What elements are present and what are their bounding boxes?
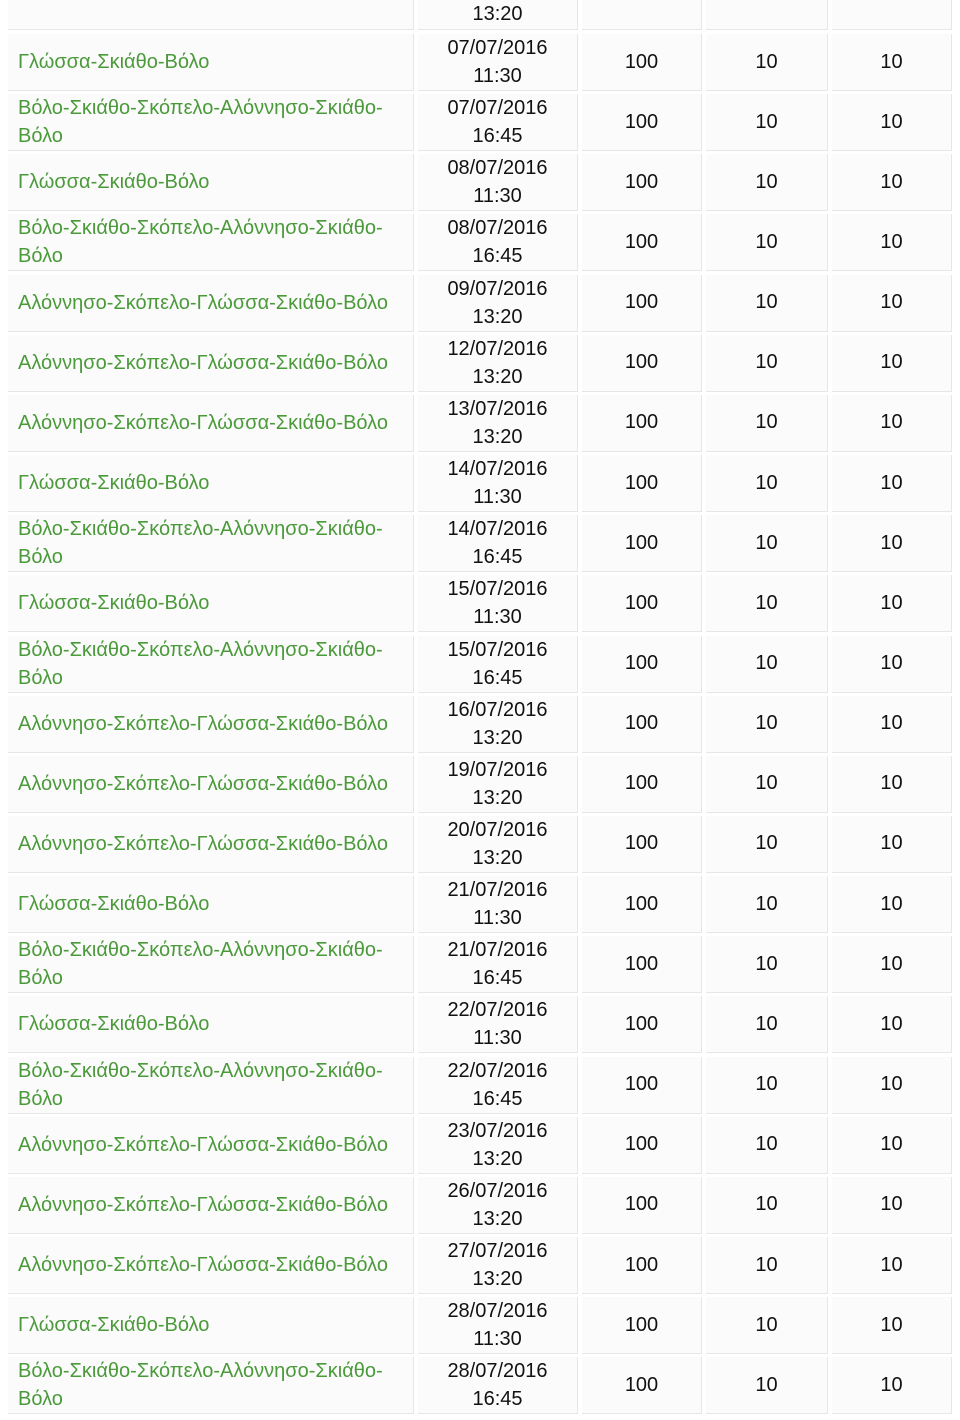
route-cell <box>8 515 414 572</box>
datetime-cell <box>418 575 578 632</box>
datetime-cell <box>418 816 578 873</box>
value-cell-3: 10 <box>832 395 952 452</box>
value-cell-3: 10 <box>832 154 952 211</box>
departure-date: 23/07/2016 <box>447 1119 548 1142</box>
value-cell-3: 10 <box>832 636 952 693</box>
value-cell-3: 10 <box>832 94 952 151</box>
departure-time: 13:20 <box>472 365 523 388</box>
departure-date: 13/07/2016 <box>447 397 548 420</box>
route-cell <box>8 1297 414 1354</box>
value-cell-3: 10 <box>832 996 952 1053</box>
value-cell-3: 10 <box>832 335 952 392</box>
value-cell-3: 10 <box>832 1237 952 1294</box>
datetime-cell <box>418 455 578 512</box>
datetime-cell <box>418 515 578 572</box>
route-cell <box>8 94 414 151</box>
route-cell <box>8 816 414 873</box>
top-partial-time: 13:20 <box>418 0 578 30</box>
departure-time: 16:45 <box>472 1087 523 1110</box>
datetime-cell <box>418 696 578 753</box>
route-cell <box>8 756 414 813</box>
value-cell-2: 10 <box>706 94 828 151</box>
departure-date: 27/07/2016 <box>447 1240 548 1262</box>
value-cell-1: 100 <box>582 1237 702 1294</box>
value-cell-2: 10 <box>706 696 828 753</box>
value-cell-1: 100 <box>582 395 702 452</box>
value-cell-1: 100 <box>582 756 702 813</box>
datetime-cell <box>418 1357 578 1414</box>
route-text: Βόλο-Σκιάθο-Σκόπελο-Αλόννησο-Σκιάθο-Βόλο <box>18 638 383 689</box>
departure-date: 26/07/2016 <box>447 1179 548 1202</box>
datetime-cell <box>418 1297 578 1354</box>
departure-date: 08/07/2016 <box>447 217 548 240</box>
departure-date: 09/07/2016 <box>447 277 548 300</box>
departure-time: 16:45 <box>472 125 523 148</box>
route-text: Βόλο-Σκιάθο-Σκόπελο-Αλόννησο-Σκιάθο-Βόλο <box>18 1360 383 1411</box>
route-cell <box>8 455 414 512</box>
datetime-cell <box>418 275 578 332</box>
route-text: Βόλο-Σκιάθο-Σκόπελο-Αλόννησο-Σκιάθο-Βόλο <box>18 97 383 148</box>
value-cell-3: 10 <box>832 876 952 933</box>
datetime-cell <box>418 34 578 91</box>
departure-time: 11:30 <box>473 1027 522 1050</box>
value-cell-2: 10 <box>706 1057 828 1114</box>
route-cell <box>8 575 414 632</box>
value-cell-2: 10 <box>706 816 828 873</box>
value-cell-2: 10 <box>706 455 828 512</box>
datetime-cell <box>418 1117 578 1174</box>
route-text: Αλόννησο-Σκόπελο-Γλώσσα-Σκιάθο-Βόλο <box>18 832 388 855</box>
route-text: Γλώσσα-Σκιάθο-Βόλο <box>18 592 210 615</box>
value-cell-1: 100 <box>582 1177 702 1234</box>
value-cell-2: 10 <box>706 996 828 1053</box>
route-cell <box>8 275 414 332</box>
route-cell <box>8 1237 414 1294</box>
departure-date: 16/07/2016 <box>447 698 548 721</box>
route-cell <box>8 335 414 392</box>
departure-date: 28/07/2016 <box>447 1300 548 1323</box>
value-cell-2: 10 <box>706 395 828 452</box>
value-cell-1: 100 <box>582 696 702 753</box>
datetime-cell <box>418 1057 578 1114</box>
route-text: Γλώσσα-Σκιάθο-Βόλο <box>18 51 210 73</box>
departure-date: 21/07/2016 <box>447 939 548 962</box>
route-text: Βόλο-Σκιάθο-Σκόπελο-Αλόννησο-Σκιάθο-Βόλο <box>18 217 383 268</box>
value-cell-1: 100 <box>582 1117 702 1174</box>
route-cell <box>8 996 414 1053</box>
departure-time: 13:20 <box>472 786 523 809</box>
departure-time: 11:30 <box>473 1328 522 1351</box>
value-cell-2: 10 <box>706 214 828 271</box>
datetime-cell <box>418 94 578 151</box>
departure-time: 11:30 <box>473 486 522 509</box>
value-cell-2: 10 <box>706 936 828 993</box>
route-cell <box>8 34 414 91</box>
departure-date: 08/07/2016 <box>447 157 548 180</box>
route-cell <box>8 1117 414 1174</box>
value-cell-1: 100 <box>582 816 702 873</box>
value-cell-3: 10 <box>832 575 952 632</box>
departure-date: 14/07/2016 <box>447 518 548 541</box>
value-cell-3: 10 <box>832 34 952 91</box>
datetime-cell <box>418 214 578 271</box>
value-cell-3: 10 <box>832 816 952 873</box>
route-text: Αλόννησο-Σκόπελο-Γλώσσα-Σκιάθο-Βόλο <box>18 351 388 374</box>
value-cell-1: 100 <box>582 275 702 332</box>
route-cell <box>8 214 414 271</box>
value-cell-1: 100 <box>582 1357 702 1414</box>
value-cell-3: 10 <box>832 936 952 993</box>
value-cell-3: 10 <box>832 455 952 512</box>
departure-time: 13:20 <box>472 846 523 869</box>
departure-time: 11:30 <box>473 65 522 87</box>
departure-date: 20/07/2016 <box>447 818 548 841</box>
route-text: Γλώσσα-Σκιάθο-Βόλο <box>18 893 210 916</box>
datetime-cell <box>418 154 578 211</box>
departure-date: 14/07/2016 <box>447 458 548 481</box>
route-text: Γλώσσα-Σκιάθο-Βόλο <box>18 1013 210 1036</box>
value-cell-1: 100 <box>582 515 702 572</box>
route-text: Αλόννησο-Σκόπελο-Γλώσσα-Σκιάθο-Βόλο <box>18 712 388 735</box>
route-cell <box>8 1057 414 1114</box>
route-cell <box>8 395 414 452</box>
value-cell-3: 10 <box>832 1057 952 1114</box>
value-cell-2: 10 <box>706 636 828 693</box>
departure-date: 22/07/2016 <box>447 1059 548 1082</box>
value-cell-3: 10 <box>832 756 952 813</box>
value-cell-1: 100 <box>582 335 702 392</box>
value-cell-2: 10 <box>706 1297 828 1354</box>
top-partial-cell <box>832 0 952 30</box>
datetime-cell <box>418 996 578 1053</box>
departure-date: 28/07/2016 <box>447 1360 548 1383</box>
value-cell-3: 10 <box>832 1357 952 1414</box>
departure-time: 16:45 <box>472 666 523 689</box>
value-cell-1: 100 <box>582 936 702 993</box>
departure-date: 12/07/2016 <box>447 337 548 360</box>
departure-date: 19/07/2016 <box>447 758 548 781</box>
departure-time: 11:30 <box>473 907 522 930</box>
departure-date: 15/07/2016 <box>447 578 548 601</box>
route-text: Γλώσσα-Σκιάθο-Βόλο <box>18 1314 210 1337</box>
value-cell-2: 10 <box>706 275 828 332</box>
datetime-cell <box>418 335 578 392</box>
departure-date: 22/07/2016 <box>447 999 548 1022</box>
datetime-cell <box>418 1177 578 1234</box>
departure-date: 07/07/2016 <box>447 97 548 120</box>
departure-time: 13:20 <box>472 425 523 448</box>
departure-time: 13:20 <box>472 1268 523 1290</box>
route-cell <box>8 936 414 993</box>
value-cell-1: 100 <box>582 94 702 151</box>
value-cell-2: 10 <box>706 876 828 933</box>
value-cell-2: 10 <box>706 154 828 211</box>
value-cell-2: 10 <box>706 1237 828 1294</box>
route-text: Αλόννησο-Σκόπελο-Γλώσσα-Σκιάθο-Βόλο <box>18 1133 388 1156</box>
departure-time: 11:30 <box>473 185 522 208</box>
value-cell-1: 100 <box>582 575 702 632</box>
value-cell-3: 10 <box>832 696 952 753</box>
value-cell-1: 100 <box>582 34 702 91</box>
value-cell-2: 10 <box>706 1177 828 1234</box>
value-cell-2: 10 <box>706 515 828 572</box>
route-text: Γλώσσα-Σκιάθο-Βόλο <box>18 472 210 495</box>
route-cell <box>8 876 414 933</box>
value-cell-1: 100 <box>582 636 702 693</box>
value-cell-1: 100 <box>582 876 702 933</box>
departure-date: 15/07/2016 <box>447 638 548 661</box>
datetime-cell <box>418 876 578 933</box>
value-cell-3: 10 <box>832 515 952 572</box>
value-cell-2: 10 <box>706 335 828 392</box>
top-partial-cell <box>706 0 828 30</box>
departure-time: 16:45 <box>472 967 523 990</box>
value-cell-2: 10 <box>706 34 828 91</box>
departure-time: 16:45 <box>472 245 523 268</box>
route-cell <box>8 1177 414 1234</box>
value-cell-3: 10 <box>832 275 952 332</box>
route-text: Γλώσσα-Σκιάθο-Βόλο <box>18 171 210 194</box>
route-text: Αλόννησο-Σκόπελο-Γλώσσα-Σκιάθο-Βόλο <box>18 1193 388 1216</box>
datetime-cell <box>418 936 578 993</box>
value-cell-3: 10 <box>832 1117 952 1174</box>
datetime-cell <box>418 756 578 813</box>
route-cell <box>8 636 414 693</box>
departure-time: 13:20 <box>472 305 523 328</box>
departure-time: 13:20 <box>472 1207 523 1230</box>
value-cell-3: 10 <box>832 214 952 271</box>
value-cell-1: 100 <box>582 1057 702 1114</box>
departure-date: 07/07/2016 <box>447 37 548 59</box>
route-text: Αλόννησο-Σκόπελο-Γλώσσα-Σκιάθο-Βόλο <box>18 1254 388 1276</box>
value-cell-3: 10 <box>832 1177 952 1234</box>
value-cell-2: 10 <box>706 1117 828 1174</box>
top-partial-route-cell <box>8 0 414 30</box>
departure-time: 11:30 <box>473 606 522 629</box>
route-cell <box>8 696 414 753</box>
value-cell-1: 100 <box>582 1297 702 1354</box>
value-cell-3: 10 <box>832 1297 952 1354</box>
value-cell-2: 10 <box>706 1357 828 1414</box>
value-cell-1: 100 <box>582 154 702 211</box>
route-text: Βόλο-Σκιάθο-Σκόπελο-Αλόννησο-Σκιάθο-Βόλο <box>18 939 383 990</box>
route-text: Αλόννησο-Σκόπελο-Γλώσσα-Σκιάθο-Βόλο <box>18 291 388 314</box>
value-cell-1: 100 <box>582 214 702 271</box>
datetime-cell <box>418 1237 578 1294</box>
value-cell-1: 100 <box>582 996 702 1053</box>
route-text: Βόλο-Σκιάθο-Σκόπελο-Αλόννησο-Σκιάθο-Βόλο <box>18 518 383 569</box>
departure-time: 16:45 <box>472 546 523 569</box>
departure-date: 21/07/2016 <box>447 879 548 902</box>
route-cell <box>8 1357 414 1414</box>
route-text: Βόλο-Σκιάθο-Σκόπελο-Αλόννησο-Σκιάθο-Βόλο <box>18 1059 383 1110</box>
departure-time: 13:20 <box>472 726 523 749</box>
departure-time: 16:45 <box>472 1388 523 1411</box>
top-partial-cell <box>582 0 702 30</box>
datetime-cell <box>418 395 578 452</box>
route-text: Αλόννησο-Σκόπελο-Γλώσσα-Σκιάθο-Βόλο <box>18 411 388 434</box>
value-cell-2: 10 <box>706 756 828 813</box>
route-text: Αλόννησο-Σκόπελο-Γλώσσα-Σκιάθο-Βόλο <box>18 772 388 795</box>
datetime-cell <box>418 636 578 693</box>
value-cell-1: 100 <box>582 455 702 512</box>
route-cell <box>8 154 414 211</box>
departure-time: 13:20 <box>472 1147 523 1170</box>
value-cell-2: 10 <box>706 575 828 632</box>
